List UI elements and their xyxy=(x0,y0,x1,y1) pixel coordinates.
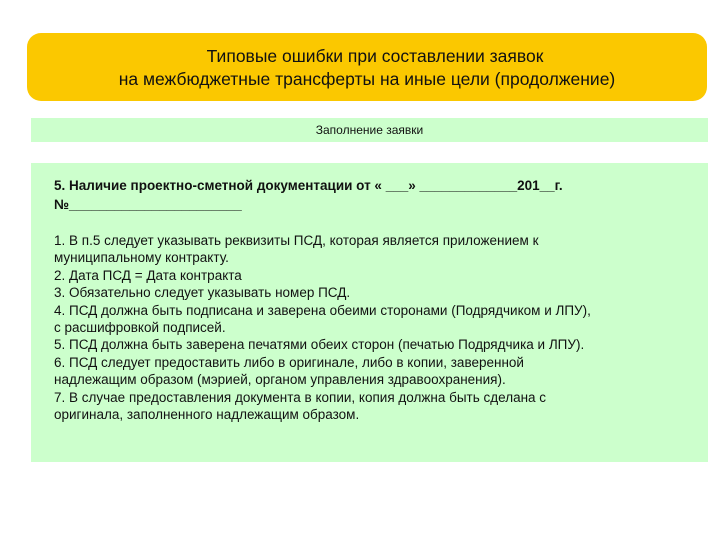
list-line: 1. В п.5 следует указывать реквизиты ПСД, которая является приложением к xyxy=(54,233,539,248)
list-line: оригинала, заполненного надлежащим образом. xyxy=(54,407,360,423)
list-line: 7. В случае предоставления документа в копии, копия должна быть сделана с xyxy=(54,389,547,405)
list-line: 6. ПСД следует предоставить либо в оригинале, либо в копии, заверенной xyxy=(54,354,524,370)
list-line: надлежащим образом (мэрией, органом управления здравоохранения). xyxy=(54,372,506,388)
title-line-1: Типовые ошибки при составлении заявок xyxy=(206,46,544,66)
title-banner xyxy=(27,33,707,101)
title-line-2: на межбюджетные трансферты на иные цели (продолжение) xyxy=(118,69,616,89)
item-heading: 5. Наличие проектно-сметной документации от « ___» _____________201__г. xyxy=(54,178,563,193)
list-line: 5. ПСД должна быть заверена печатями обеих сторон (печатью Подрядчика и ЛПУ). xyxy=(54,337,585,353)
list-line: с расшифровкой подписей. xyxy=(54,320,226,336)
item-heading-number: №_______________________ xyxy=(54,197,242,212)
list-line: 2. Дата ПСД = Дата контракта xyxy=(54,267,242,283)
list-line: муниципальному контракту. xyxy=(54,250,229,266)
section-header: Заполнение заявки xyxy=(31,118,708,142)
content-panel xyxy=(31,163,708,462)
list-line: 3. Обязательно следует указывать номер ПСД. xyxy=(54,285,351,301)
requirements-list xyxy=(54,232,591,423)
list-line: 4. ПСД должна быть подписана и заверена обеими сторонами (Подрядчиком и ЛПУ), xyxy=(54,302,591,318)
